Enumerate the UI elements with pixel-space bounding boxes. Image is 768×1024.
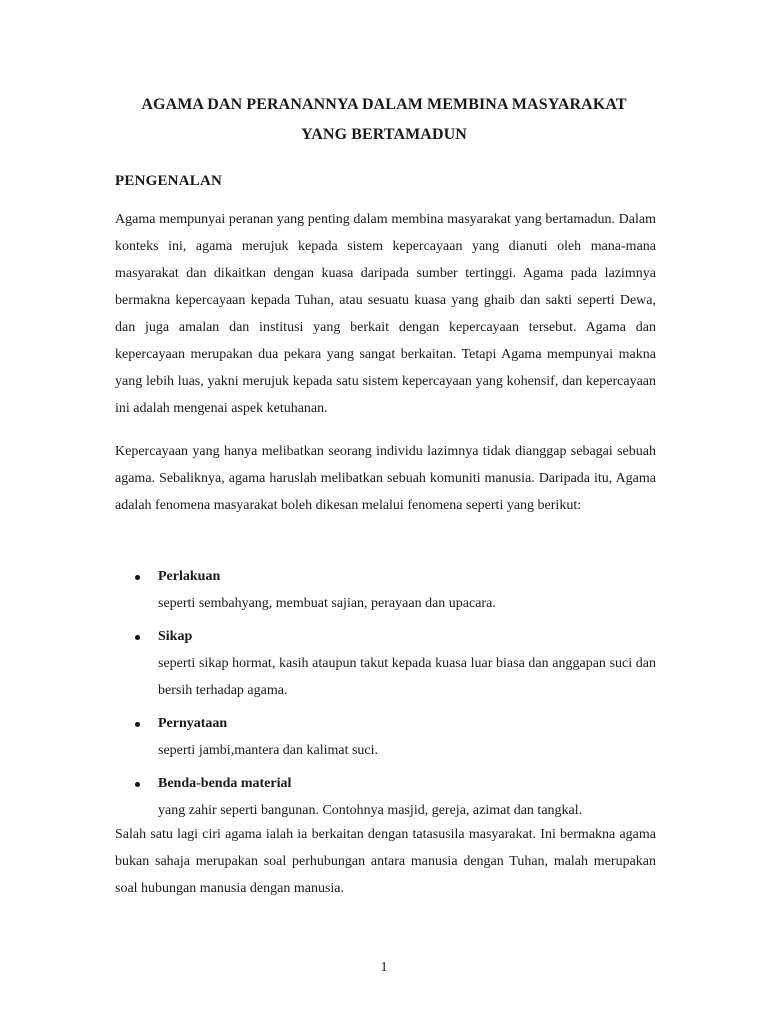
list-item [115,624,656,704]
phenomena-list [115,564,656,831]
list-item-term: Pernyataan [158,716,228,731]
list-item [115,711,656,764]
paragraph-ethics: Salah satu lagi ciri agama ialah ia berkaitan dengan tatasusila masyarakat. Ini bermakna agama bukan sahaja merupakan soal perhubungan antara manusia dengan Tuhan, malah merupakan soal hubungan manusia dengan manusia. [115,827,656,896]
list-item-term: Benda-benda material [158,776,292,791]
list-item-description: yang zahir seperti bangunan. Contohnya masjid, gereja, azimat dan tangkal. [158,803,583,818]
paragraph-belief: Kepercayaan yang hanya melibatkan seorang individu lazimnya tidak dianggap sebagai sebuah agama. Sebaliknya, agama haruslah melibatkan sebuah komuniti manusia. Daripada itu, Agama adalah fenomena masyarakat boleh dikesan melalui fenomena seperti yang berikut: [115,444,656,513]
title-line-1: AGAMA DAN PERANANNYA DALAM MEMBINA MASYARAKAT [141,96,627,113]
bullet-dot-icon [135,575,140,580]
list-item-term: Sikap [158,629,193,644]
list-item [115,564,656,617]
bullet-dot-icon [135,635,140,640]
document-title [100,90,668,150]
bullet-dot-icon [135,722,140,727]
page-number: 1 [380,960,388,975]
bullet-dot-icon [135,782,140,787]
list-item-description: seperti jambi,mantera dan kalimat suci. [158,743,379,758]
title-line-2: YANG BERTAMADUN [301,126,467,143]
paragraph-intro: Agama mempunyai peranan yang penting dalam membina masyarakat yang bertamadun. Dalam konteks ini, agama merujuk kepada sistem kepercayaan yang dianuti oleh mana-mana masyarakat dan dikaitkan dengan kuasa daripada sumber tertinggi. Agama pada lazimnya bermakna kepercayaan kepada Tuhan, atau sesuatu kuasa yang ghaib dan sakti seperti Dewa, dan juga amalan dan institusi yang berkait dengan kepercayaan tersebut. Agama dan kepercayaan merupakan dua pekara yang sangat berkaitan. Tetapi Agama mempunyai makna yang lebih luas, yakni merujuk kepada satu sistem kepercayaan yang kohensif, dan kepercayaan ini adalah mengenai aspek ketuhanan. [115,212,656,416]
list-item-description: seperti sembahyang, membuat sajian, perayaan dan upacara. [158,596,496,611]
list-item-description: seperti sikap hormat, kasih ataupun takut kepada kuasa luar biasa dan anggapan suci dan bersih terhadap agama. [158,656,656,698]
list-item [115,771,656,824]
section-heading: PENGENALAN [115,173,223,189]
list-item-term: Perlakuan [158,569,221,584]
